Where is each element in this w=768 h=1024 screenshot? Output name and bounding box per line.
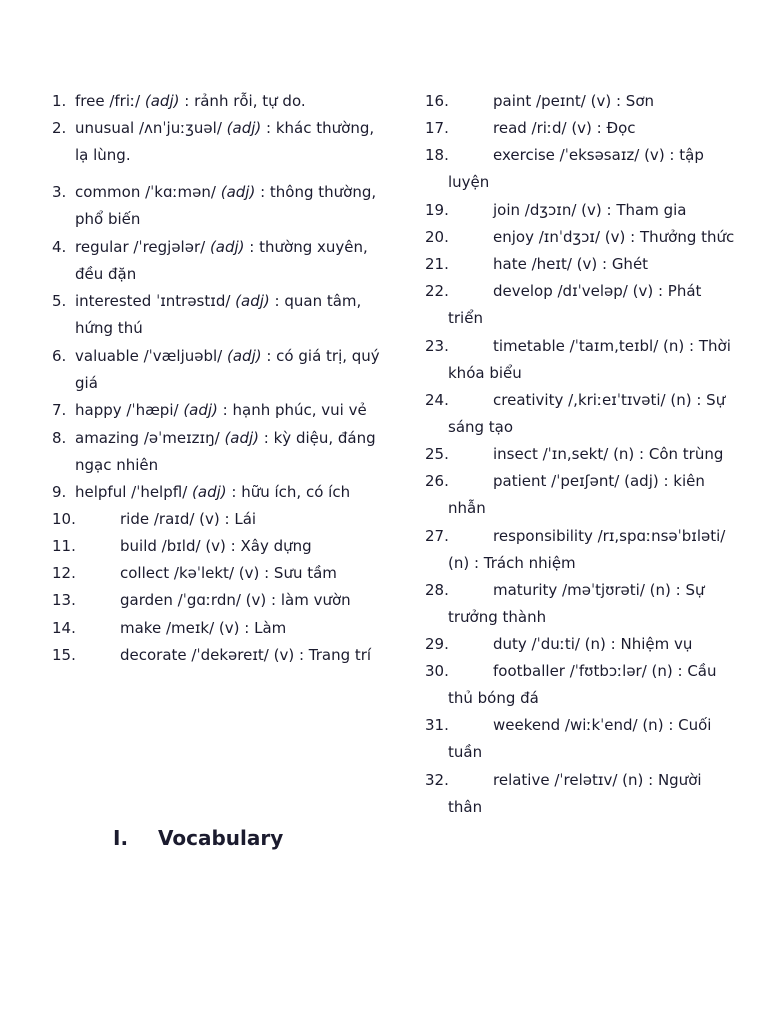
list-item <box>52 88 392 115</box>
item-number: 26. <box>425 472 449 490</box>
item-text: exercise /ˈeksəsaɪz/ (v) : tập <box>493 146 704 164</box>
item-word: helpful /ˈhelpfl/ <box>75 483 193 501</box>
item-number: 2. <box>52 119 67 137</box>
list-item <box>52 397 392 424</box>
item-word: free /friː/ <box>75 92 145 110</box>
item-number: 25. <box>425 445 449 463</box>
item-number: 9. <box>52 483 67 501</box>
list-item <box>52 615 392 642</box>
list-item <box>425 278 765 333</box>
item-text: insect /ˈɪn,sekt/ (n) : Côn trùng <box>493 445 724 463</box>
item-text: maturity /məˈtjʊrəti/ (n) : Sự <box>493 581 705 599</box>
item-meaning-cont: phổ biến <box>75 210 141 229</box>
list-item <box>425 387 765 442</box>
item-number: 6. <box>52 347 67 365</box>
list-item <box>425 142 765 197</box>
item-number: 18. <box>425 146 449 164</box>
list-item <box>52 506 392 533</box>
item-meaning-cont: giá <box>75 374 98 393</box>
item-text-cont: nhẫn <box>448 499 486 518</box>
item-text-cont: khóa biểu <box>448 364 522 383</box>
list-item <box>425 115 765 142</box>
item-number: 27. <box>425 527 449 545</box>
item-text: decorate /ˈdekəreɪt/ (v) : Trang trí <box>120 646 372 664</box>
item-pos: (adj) <box>227 347 262 365</box>
item-word: happy /ˈhæpi/ <box>75 401 184 419</box>
item-meaning: : có giá trị, quý <box>261 347 380 365</box>
item-meaning: : hạnh phúc, vui vẻ <box>217 401 367 419</box>
item-number: 30. <box>425 662 449 680</box>
item-text-cont: thân <box>448 798 483 817</box>
item-number: 1. <box>52 92 67 110</box>
item-meaning: : rảnh rỗi, tự do. <box>179 92 306 110</box>
item-text: read /riːd/ (v) : Đọc <box>493 119 636 137</box>
list-item <box>52 560 392 587</box>
section-title: Vocabulary <box>158 826 284 850</box>
item-meaning-cont: đều đặn <box>75 265 137 284</box>
section-heading <box>113 826 283 850</box>
section-number: I. <box>113 826 129 850</box>
item-pos: (adj) <box>209 238 245 256</box>
item-number: 11. <box>52 537 76 555</box>
item-meaning-cont: ngạc nhiên <box>75 456 159 475</box>
item-meaning: : thông thường, <box>255 183 377 201</box>
list-item <box>425 577 765 632</box>
list-item <box>52 234 392 284</box>
list-item <box>52 642 392 669</box>
item-number: 32. <box>425 771 449 789</box>
item-number: 4. <box>52 238 67 256</box>
list-item <box>425 88 765 115</box>
list-item <box>425 631 765 658</box>
list-item <box>52 115 392 165</box>
list-item <box>52 343 392 393</box>
list-item <box>425 523 765 578</box>
item-number: 10. <box>52 510 76 528</box>
item-pos: (adj) <box>183 401 218 419</box>
item-word: regular /ˈregjələr/ <box>75 238 210 256</box>
item-text-cont: tuần <box>448 743 483 762</box>
item-number: 7. <box>52 401 67 419</box>
item-number: 14. <box>52 619 76 637</box>
list-item <box>425 441 765 468</box>
item-pos: (adj) <box>224 429 260 447</box>
item-number: 5. <box>52 292 67 310</box>
list-item <box>425 468 765 523</box>
item-text: garden /ˈgɑːrdn/ (v) : làm vườn <box>120 591 351 609</box>
item-text-cont: triển <box>448 309 483 328</box>
item-number: 20. <box>425 228 449 246</box>
item-word: amazing /əˈmeɪzɪŋ/ <box>75 429 225 447</box>
list-item <box>52 587 392 614</box>
item-meaning: : kỳ diệu, đáng <box>259 429 376 447</box>
item-word: valuable /ˈvæljuəbl/ <box>75 347 227 365</box>
list-item <box>52 179 392 229</box>
list-item <box>52 288 392 338</box>
item-word: unusual /ʌnˈjuːʒuəl/ <box>75 119 227 137</box>
item-text-cont: thủ bóng đá <box>448 689 539 708</box>
item-text: make /meɪk/ (v) : Làm <box>120 619 287 637</box>
item-text: timetable /ˈtaɪm,teɪbl/ (n) : Thời <box>493 337 731 355</box>
item-pos: (adj) <box>192 483 227 501</box>
item-number: 16. <box>425 92 449 110</box>
item-meaning: : hữu ích, có ích <box>226 483 351 501</box>
list-item <box>52 479 392 506</box>
item-text: build /bɪld/ (v) : Xây dựng <box>120 537 312 555</box>
item-meaning: : thường xuyên, <box>244 238 368 256</box>
item-text-cont: luyện <box>448 173 490 192</box>
item-meaning-cont: lạ lùng. <box>75 146 131 165</box>
list-item <box>425 658 765 713</box>
item-pos: (adj) <box>235 292 270 310</box>
list-item <box>425 712 765 767</box>
item-text: creativity /,kriːeɪˈtɪvəti/ (n) : Sự <box>493 391 726 409</box>
item-number: 28. <box>425 581 449 599</box>
item-text-cont: sáng tạo <box>448 418 514 437</box>
item-pos: (adj) <box>144 92 180 110</box>
list-item <box>425 251 765 278</box>
item-number: 24. <box>425 391 449 409</box>
list-item <box>425 767 765 822</box>
item-number: 23. <box>425 337 449 355</box>
item-number: 17. <box>425 119 449 137</box>
item-number: 12. <box>52 564 76 582</box>
item-meaning: : khác thường, <box>261 119 375 137</box>
item-meaning: : quan tâm, <box>269 292 362 310</box>
list-item <box>425 197 765 224</box>
list-item <box>52 533 392 560</box>
item-number: 19. <box>425 201 449 219</box>
list-item <box>425 224 765 251</box>
item-text: ride /raɪd/ (v) : Lái <box>120 510 257 528</box>
item-number: 3. <box>52 183 67 201</box>
item-text: paint /peɪnt/ (v) : Sơn <box>493 92 655 110</box>
item-pos: (adj) <box>220 183 256 201</box>
item-number: 22. <box>425 282 449 300</box>
item-text-cont: trưởng thành <box>448 608 547 627</box>
item-text: collect /kəˈlekt/ (v) : Sưu tầm <box>120 564 337 582</box>
item-text: patient /ˈpeɪʃənt/ (adj) : kiên <box>493 472 705 490</box>
item-text: weekend /wiːkˈend/ (n) : Cuối <box>493 716 712 734</box>
item-number: 31. <box>425 716 449 734</box>
item-text: enjoy /ɪnˈdʒɔɪ/ (v) : Thưởng thức <box>493 228 735 246</box>
item-number: 29. <box>425 635 449 653</box>
item-number: 21. <box>425 255 449 273</box>
item-text: develop /dɪˈveləp/ (v) : Phát <box>493 282 702 300</box>
list-item <box>52 425 392 475</box>
item-pos: (adj) <box>226 119 262 137</box>
item-text: join /dʒɔɪn/ (v) : Tham gia <box>493 201 687 219</box>
item-text: duty /ˈduːti/ (n) : Nhiệm vụ <box>493 635 693 653</box>
item-number: 8. <box>52 429 67 447</box>
item-text: relative /ˈrelətɪv/ (n) : Người <box>493 771 702 789</box>
item-meaning-cont: hứng thú <box>75 319 143 338</box>
item-text: responsibility /rɪ,spɑːnsəˈbɪləti/ <box>493 527 726 545</box>
item-text: footballer /ˈfʊtbɔːlər/ (n) : Cầu <box>493 662 717 680</box>
list-item <box>425 333 765 388</box>
item-word: interested ˈɪntrəstɪd/ <box>75 292 236 310</box>
item-text-cont: (n) : Trách nhiệm <box>448 554 576 573</box>
item-word: common /ˈkɑːmən/ <box>75 183 221 201</box>
item-number: 15. <box>52 646 76 664</box>
item-number: 13. <box>52 591 76 609</box>
item-text: hate /heɪt/ (v) : Ghét <box>493 255 649 273</box>
